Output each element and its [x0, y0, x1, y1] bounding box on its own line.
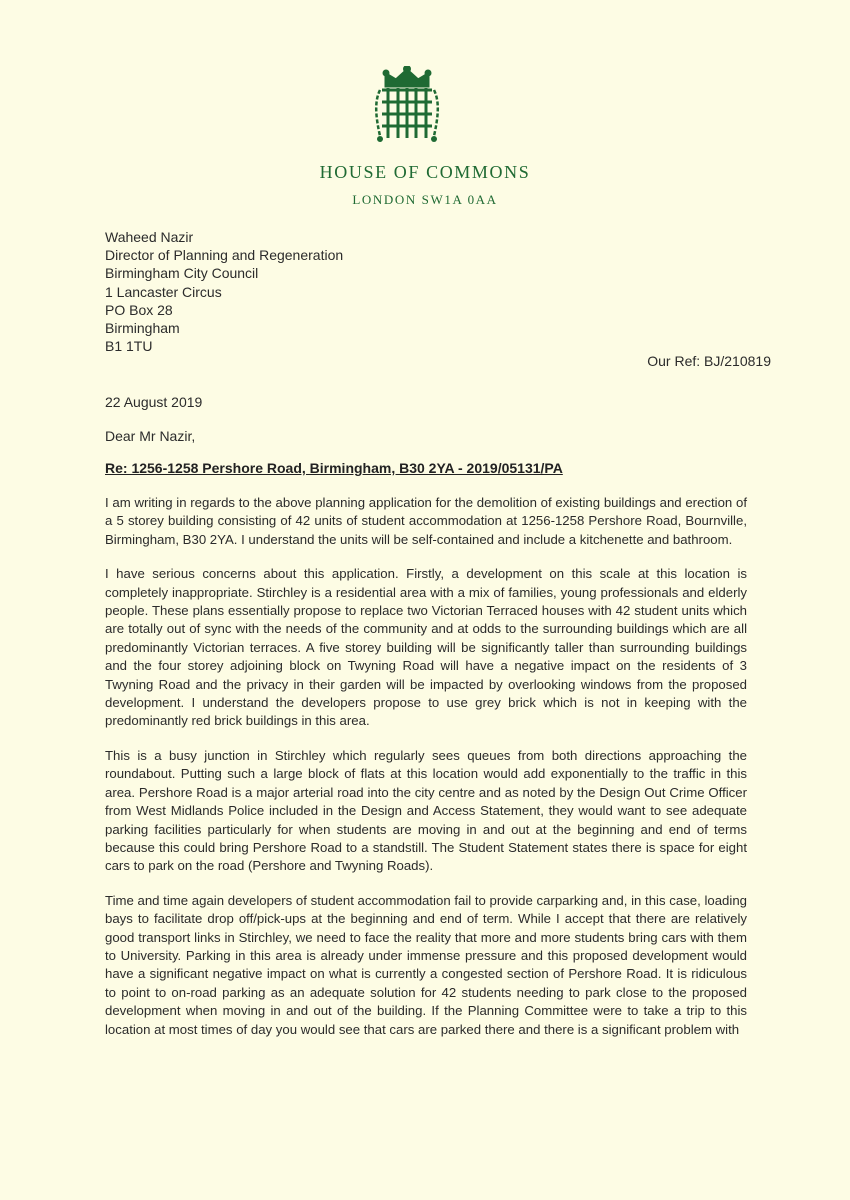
- portcullis-icon: [372, 66, 442, 146]
- recipient-street: 1 Lancaster Circus: [105, 283, 222, 300]
- recipient-postcode: B1 1TU: [105, 338, 153, 355]
- recipient-address: [105, 228, 343, 355]
- recipient-title: Director of Planning and Regeneration: [105, 247, 344, 264]
- our-reference: Our Ref: BJ/210819: [647, 353, 771, 369]
- letter-body: [105, 494, 747, 1055]
- body-paragraph: Time and time again developers of student accommodation fail to provide carparking and, in this case, loading bays to facilitate drop off/pick-ups at the beginning and end of term. While I accept that there are relatively good transport links in Stirchley, we need to face the reality that more and more students bring cars with them to University. Parking in this area is already under immense pressure and this proposed development would have a significant negative impact on what is currently a congested section of Pershore Road. It is ridiculous to point to on-road parking as an adequate solution for 42 students needing to park close to the proposed development when moving in and out of the building. If the Planning Committee were to take a trip to this location at most times of day you would see that cars are parked there and there is a significant problem with: [105, 892, 747, 1037]
- recipient-name: Waheed Nazir: [105, 229, 194, 245]
- body-paragraph: This is a busy junction in Stirchley which regularly sees queues from both directions approaching the roundabout. Putting such a large block of flats at this location would add exponentially to the traffic in this area. Pershore Road is a major arterial road into the city centre and as noted by the Design Out Crime Officer from West Midlands Police included in the Design and Access Statement, they would want to see adequate parking facilities particularly for when students are moving in and out at the beginning and end of terms because this could bring Pershore Road to a standstill. The Student Statement states there is space for eight cars to park on the road (Pershore and Twyning Roads).: [105, 747, 747, 874]
- recipient-po-box: PO Box 28: [105, 301, 173, 318]
- letterhead-title: HOUSE OF COMMONS: [319, 162, 531, 182]
- recipient-organisation: Birmingham City Council: [105, 265, 259, 282]
- subject-line: Re: 1256-1258 Pershore Road, Birmingham, B30 2YA - 2019/05131/PA: [105, 460, 563, 476]
- letterhead-address: LONDON SW1A 0AA: [352, 192, 498, 207]
- salutation: Dear Mr Nazir,: [105, 428, 196, 444]
- letter-date: 22 August 2019: [105, 394, 203, 410]
- body-paragraph: I have serious concerns about this application. Firstly, a development on this scale at this location is completely inappropriate. Stirchley is a residential area with a mix of families, young professionals and elderly people. These plans essentially propose to replace two Victorian Terraced houses with 42 student units which are totally out of sync with the needs of the community and at odds to the surrounding buildings which are all predominantly Victorian terraces. A five storey building will be significantly taller than surrounding buildings and the four storey adjoining block on Twyning Road will have a negative impact on the residents of 3 Twyning Road and the privacy in their garden will be impacted by overlooking windows from the proposed development. I understand the developers propose to use grey brick which is not in keeping with the predominantly red brick buildings in this area.: [105, 566, 747, 729]
- body-paragraph: I am writing in regards to the above planning application for the demolition of existing buildings and erection of a 5 storey building consisting of 42 units of student accommodation at 1256-1258 Pershore Road, Bournville, Birmingham, B30 2YA. I understand the units will be self-contained and include a kitchenette and bathroom.: [105, 495, 747, 547]
- recipient-city: Birmingham: [105, 320, 180, 337]
